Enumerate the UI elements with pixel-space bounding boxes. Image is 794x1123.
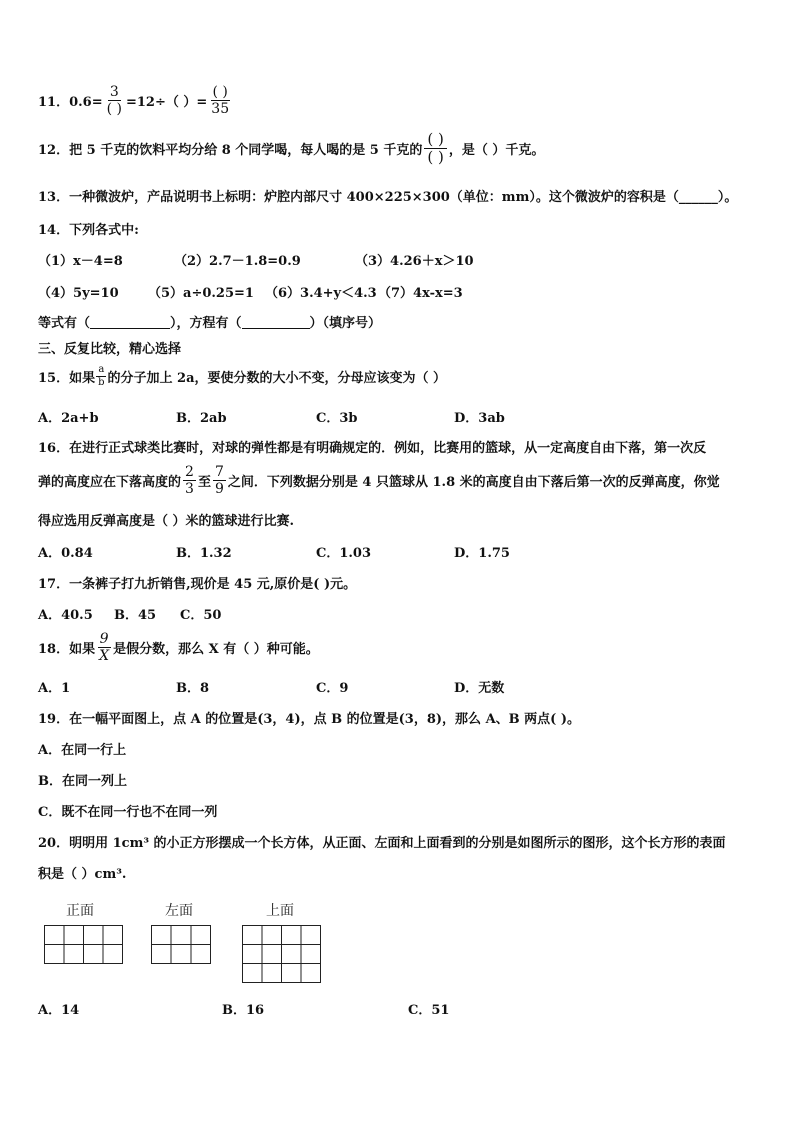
q11-frac2-numerator: ( ) xyxy=(212,83,228,100)
q16-option-c[interactable]: C．1.03 xyxy=(316,546,372,561)
q20-option-c[interactable]: C．51 xyxy=(408,1003,450,1018)
q14-answer xyxy=(38,312,381,331)
q16-line-2 xyxy=(38,461,720,499)
q18-option-b[interactable]: B．8 xyxy=(176,681,210,696)
q16-fraction-7-9 xyxy=(213,465,226,496)
q14-answer-b: ），方程有（ xyxy=(170,316,242,331)
q16-option-d[interactable]: D．1.75 xyxy=(454,546,510,561)
q19-option-b[interactable]: B．在同一列上 xyxy=(38,774,127,789)
q15-text-a: 15．如果 xyxy=(38,370,96,386)
q17: 17．一条裤子打九折销售,现价是 45 元,原价是( )元。 xyxy=(38,577,357,592)
q16-fraction-2-3 xyxy=(183,465,196,496)
q15-option-c[interactable]: C．3b xyxy=(316,411,358,426)
q20-line-1: 20．明明用 1cm³ 的小正方形摆成一个长方体，从正面、左面和上面看到的分别是如图所示的图形，这个长方形的表面 xyxy=(38,836,726,851)
q18-text-b: 是假分数，那么 X 有（ ）种可能。 xyxy=(113,641,319,657)
q12-text-b: ，是（ ）千克。 xyxy=(448,142,545,158)
q19-option-a[interactable]: A．在同一行上 xyxy=(38,743,127,758)
q20-line-2: 积是（ ）cm³. xyxy=(38,867,127,882)
q16-frac2-numerator: 7 xyxy=(214,463,224,480)
q14-item-4: （4）5y=10 xyxy=(38,286,119,301)
q16-frac2-denominator: 9 xyxy=(214,480,224,497)
section-3-heading: 三、反复比较，精心选择 xyxy=(38,342,182,357)
q17-option-b[interactable]: B．45 xyxy=(114,608,157,623)
q18-text-a: 18．如果 xyxy=(38,641,96,657)
front-view-grid xyxy=(45,926,123,964)
q17-option-a[interactable]: A．40.5 xyxy=(38,608,93,623)
q16-option-a[interactable]: A．0.84 xyxy=(38,546,93,561)
q18-frac-denominator: X xyxy=(99,647,110,664)
q11-frac1-numerator: 3 xyxy=(109,83,119,100)
left-view-grid xyxy=(152,926,211,964)
q20-option-a[interactable]: A．14 xyxy=(38,1003,80,1018)
q15-fraction xyxy=(96,365,106,388)
q13: 13．一种微波炉，产品说明书上标明：炉腔内部尺寸 400×225×300（单位：mm）。这个微波炉的容积是（______）。 xyxy=(38,190,738,205)
q12 xyxy=(38,128,544,168)
q11 xyxy=(38,82,233,118)
q15-frac-numerator: a xyxy=(98,363,105,375)
q14-item-1: （1）x－4=8 xyxy=(38,254,123,269)
q15-frac-denominator: b xyxy=(98,376,105,388)
q14-item-2: （2）2.7－1.8=0.9 xyxy=(174,254,301,269)
q16-option-b[interactable]: B．1.32 xyxy=(176,546,232,561)
q14-answer-a: 等式有（ xyxy=(38,316,91,331)
q11-text-a: 11．0.6= xyxy=(38,94,103,110)
q14-equation2-blank[interactable] xyxy=(242,316,310,329)
q11-fraction-2 xyxy=(209,85,231,116)
q14-item-7: （7）4x-x=3 xyxy=(378,286,463,301)
q17-option-c[interactable]: C．50 xyxy=(180,608,222,623)
q12-frac-denominator: ( ) xyxy=(427,147,444,166)
q19-option-c[interactable]: C．既不在同一行也不在同一列 xyxy=(38,805,218,820)
q12-fraction xyxy=(424,129,446,166)
q14-item-5: （5）a÷0.25=1 xyxy=(148,286,254,301)
q11-fraction-1 xyxy=(105,85,124,116)
q18-option-c[interactable]: C．9 xyxy=(316,681,349,696)
q18 xyxy=(38,628,319,666)
top-view-label: 上面 xyxy=(266,903,294,919)
q16-line-2-b: 之间．下列数据分别是 4 只篮球从 1.8 米的高度自由下落后第一次的反弹高度，你觉 xyxy=(227,474,720,490)
q14-answer-c: ）（填序号） xyxy=(309,316,382,331)
q18-frac-numerator: 9 xyxy=(99,630,109,647)
q11-text-b: =12÷（ ）= xyxy=(125,94,208,110)
q12-text-a: 12．把 5 千克的饮料平均分给 8 个同学喝，每人喝的是 5 千克的 xyxy=(38,142,423,158)
q12-frac-numerator: ( ) xyxy=(424,132,446,149)
left-view-label: 左面 xyxy=(165,903,193,919)
q18-option-d[interactable]: D．无数 xyxy=(454,681,505,696)
q16-frac1-denominator: 3 xyxy=(185,480,194,497)
q14-title: 14．下列各式中: xyxy=(38,223,139,238)
q19: 19．在一幅平面图上，点 A 的位置是(3，4)，点 B 的位置是(3，8)，那么 A、B 两点( )。 xyxy=(38,712,581,727)
q14-item-3: （3）4.26＋x＞10 xyxy=(355,254,474,269)
q20-option-b[interactable]: B．16 xyxy=(222,1003,265,1018)
q16-line-2-a: 弹的高度应在下落高度的 xyxy=(38,474,182,490)
q16-line-3: 得应选用反弹高度是（ ）米的篮球进行比赛. xyxy=(38,514,295,529)
q15-option-a[interactable]: A．2a+b xyxy=(38,411,99,426)
q15-text-b: 的分子加上 2a，要使分数的大小不变，分母应该变为（ ） xyxy=(107,370,447,386)
q16-frac1-numerator: 2 xyxy=(185,463,194,480)
q14-item-6: （6）3.4+y＜4.3 xyxy=(265,286,377,301)
q18-option-a[interactable]: A．1 xyxy=(38,681,71,696)
q20-views-figure xyxy=(0,920,794,1020)
q11-frac1-denominator: ( ) xyxy=(106,100,122,117)
q14-equation-blank[interactable] xyxy=(90,316,170,329)
q18-fraction xyxy=(97,632,111,663)
q11-frac2-denominator: 35 xyxy=(211,100,230,117)
q15-option-b[interactable]: B．2ab xyxy=(176,411,227,426)
q15 xyxy=(38,360,446,392)
front-view-label: 正面 xyxy=(66,903,94,919)
top-view-grid xyxy=(243,926,321,983)
q16-mid: 至 xyxy=(197,474,211,490)
q16-line-1: 16．在进行正式球类比赛时，对球的弹性都是有明确规定的．例如，比赛用的篮球，从一定高度自由下落，第一次反 xyxy=(38,441,707,456)
q15-option-d[interactable]: D．3ab xyxy=(454,411,505,426)
